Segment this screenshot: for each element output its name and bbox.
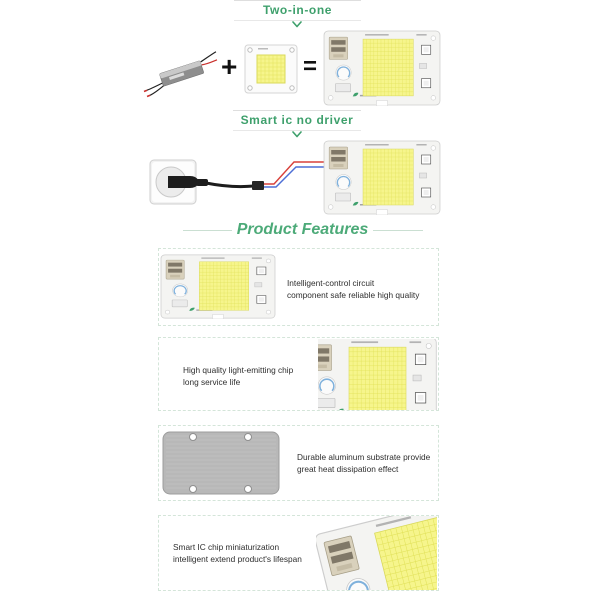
- chevron-down-icon: [292, 21, 302, 28]
- led-board-image: [323, 30, 441, 106]
- two-in-one-header: [234, 0, 361, 21]
- feature-text-line: great heat dissipation effect: [297, 464, 399, 474]
- smart-ic-header: [233, 110, 361, 131]
- chevron-down-icon: [292, 131, 302, 138]
- wall-socket-plug-image: [146, 146, 346, 216]
- led-board-image: [160, 254, 276, 319]
- aluminum-substrate-image: [162, 431, 280, 495]
- equals-sign: =: [303, 53, 318, 80]
- smart-ic-title: Smart ic no driver: [240, 113, 354, 127]
- feature-text-line: component safe reliable high quality: [287, 290, 420, 300]
- plus-sign: +: [221, 51, 238, 82]
- feature-panel-circuit: [158, 248, 439, 326]
- feature-text: [173, 541, 302, 565]
- feature-text-line: Intelligent-control circuit: [287, 278, 375, 288]
- feature-text-line: Smart IC chip miniaturization: [173, 542, 280, 552]
- feature-text-line: High quality light-emitting chip: [183, 365, 294, 375]
- feature-panel-chip: [158, 337, 439, 411]
- feature-text: [287, 277, 419, 301]
- led-chip-closeup-image: [318, 339, 437, 410]
- feature-text-line: Durable aluminum substrate provide: [297, 452, 431, 462]
- feature-text-line: intelligent extend product's lifespan: [173, 554, 302, 564]
- led-driver-image: [143, 47, 219, 99]
- product-features-title: Product Features: [236, 221, 369, 238]
- feature-text-line: long service life: [183, 377, 241, 387]
- led-board-image: [323, 140, 441, 215]
- divider-line-right: [373, 230, 423, 231]
- feature-text: [183, 364, 293, 388]
- smart-ic-closeup-image: [316, 516, 437, 590]
- two-in-one-title: Two-in-one: [262, 3, 333, 17]
- feature-panel-smart-ic: [158, 515, 439, 591]
- feature-panel-substrate: [158, 425, 439, 501]
- cob-led-chip-image: [244, 44, 298, 94]
- feature-text: [297, 451, 430, 475]
